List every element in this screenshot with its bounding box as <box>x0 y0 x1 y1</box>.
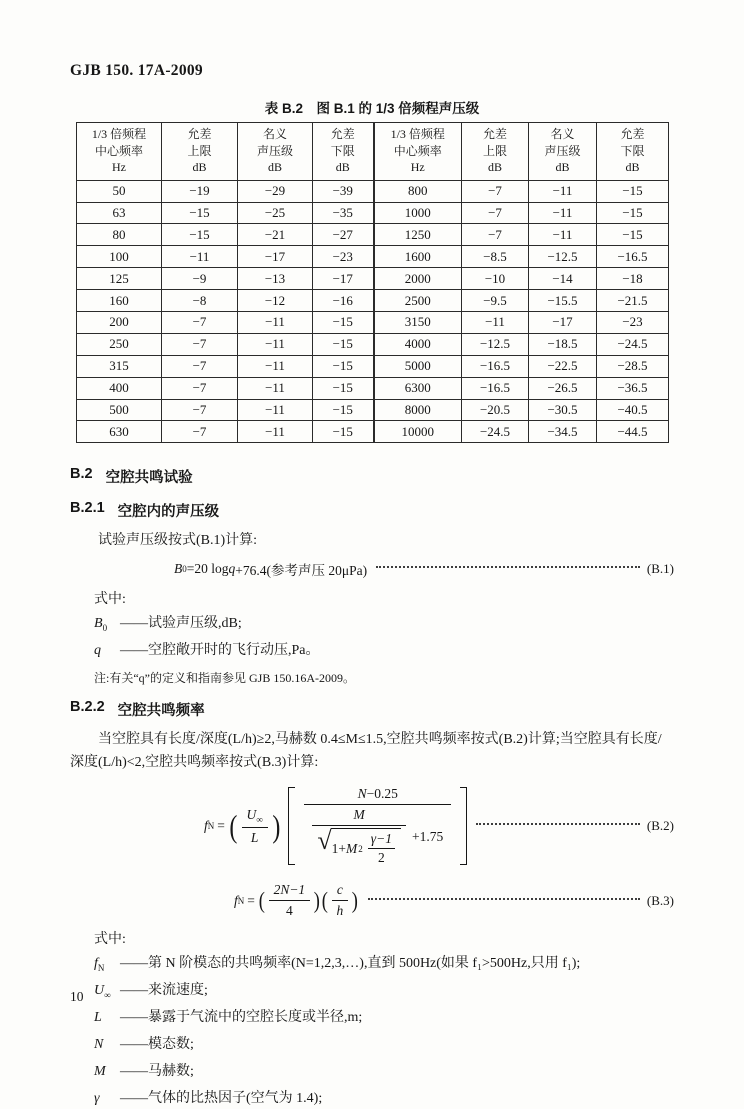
table-cell: 125 <box>77 268 162 290</box>
radical-sign: √ <box>317 826 332 856</box>
table-cell: −11 <box>238 355 313 377</box>
section-heading-b2 <box>70 466 674 487</box>
section-title: 空腔共鸣试验 <box>105 470 193 487</box>
left-bracket <box>288 787 295 865</box>
table-cell: −35 <box>313 202 374 224</box>
definition-item <box>94 1035 674 1056</box>
definition-item <box>94 1089 674 1109</box>
table-cell: 6300 <box>374 377 462 399</box>
table-body <box>77 180 669 443</box>
table-cell: −15 <box>162 202 238 224</box>
table-cell: −8.5 <box>462 246 529 268</box>
table-cell: −7 <box>462 224 529 246</box>
table-cell: −7 <box>462 180 529 202</box>
symbol: $U_\infty$ <box>94 983 111 1000</box>
table-cell: −13 <box>238 268 313 290</box>
table-row <box>77 224 669 246</box>
math-subscript: 0 <box>182 564 187 575</box>
equation-label: (B.3) <box>646 892 674 908</box>
table-header-cell: 允差 下限 dB <box>313 123 374 181</box>
math-var: q <box>228 561 236 577</box>
table-cell: −9.5 <box>462 290 529 312</box>
table-cell: −11 <box>238 399 313 421</box>
table-cell: −18 <box>597 268 669 290</box>
table-cell: −40.5 <box>597 399 669 421</box>
table-cell: 160 <box>77 290 162 312</box>
math-var: f <box>234 892 238 908</box>
square-root: √ 1+ M 2 $\frac{\gamma-1}{2}$ <box>312 825 406 866</box>
table-title: 表 B.2 图 B.1 的 1/3 倍频程声压级 <box>264 101 480 116</box>
table-cell: −24.5 <box>462 421 529 443</box>
definition-item <box>94 1062 674 1083</box>
symbol: q <box>94 643 101 659</box>
table-cell: −27 <box>313 224 374 246</box>
definition-item <box>94 981 674 1002</box>
table-cell: 50 <box>77 180 162 202</box>
table-cell: −15 <box>313 421 374 443</box>
table-cell: 80 <box>77 224 162 246</box>
inner-fraction: M √ 1+ M 2 $\frac{\gamma-1}{2}$ <box>312 807 406 866</box>
table-cell: 630 <box>77 421 162 443</box>
equation-b3 <box>70 882 674 919</box>
table-cell: −18.5 <box>529 333 597 355</box>
table-cell: −12 <box>238 290 313 312</box>
table-header-cell: 1/3 倍频程 中心频率 Hz <box>77 123 162 181</box>
fraction-c-over-h: $\frac{c}{h}$ <box>332 882 349 919</box>
table-cell: −10 <box>462 268 529 290</box>
table-cell: 100 <box>77 246 162 268</box>
symbol: N <box>94 1036 104 1052</box>
table-cell: −14 <box>529 268 597 290</box>
section-title: 空腔共鸣频率 <box>117 703 205 720</box>
dot-leader <box>368 898 640 900</box>
table-cell: −21 <box>238 224 313 246</box>
table-row <box>77 355 669 377</box>
definition-text: ——模态数; <box>120 1036 194 1052</box>
definition-text: ——暴露于气流中的空腔长度或半径,m; <box>120 1009 363 1025</box>
table-header-cell: 1/3 倍频程 中心频率 Hz <box>374 123 462 181</box>
math-var: B <box>174 561 183 577</box>
table-header-cell: 允差 上限 dB <box>462 123 529 181</box>
table-cell: −12.5 <box>529 246 597 268</box>
section-number: B.2.2 <box>70 699 105 716</box>
definition-text: ——来流速度; <box>120 983 208 999</box>
equation-b2 <box>70 786 674 866</box>
table-row <box>77 399 669 421</box>
table-cell: −16.5 <box>597 246 669 268</box>
table-cell: −7 <box>162 355 238 377</box>
table-cell: −29 <box>238 180 313 202</box>
table-cell: −11 <box>238 421 313 443</box>
table-cell: −7 <box>162 333 238 355</box>
dot-leader <box>476 823 640 825</box>
table-cell: −15 <box>313 333 374 355</box>
table-header-row <box>77 123 669 181</box>
left-paren: ( <box>229 808 238 845</box>
table-header-cell: 名义 声压级 dB <box>238 123 313 181</box>
definition-text: ——气体的比热因子(空气为 1.4); <box>120 1090 323 1106</box>
table-cell: 800 <box>374 180 462 202</box>
table-cell: −36.5 <box>597 377 669 399</box>
table-cell: 8000 <box>374 399 462 421</box>
table-b2 <box>76 122 669 443</box>
table-cell: 4000 <box>374 333 462 355</box>
table-cell: −22.5 <box>529 355 597 377</box>
table-cell: −7 <box>162 377 238 399</box>
table-cell: −7 <box>162 311 238 333</box>
math-text: +76.4(参考声压 20μPa) <box>235 563 368 579</box>
table-cell: −15 <box>313 311 374 333</box>
table-cell: −9 <box>162 268 238 290</box>
table-cell: −26.5 <box>529 377 597 399</box>
formula-b2: f N = ( $\frac{U_\infty}{L}$ ) N−0.25 M √ 1+ M 2 $\frac{\gamma-1}{2}$ +1.75 <box>204 786 467 866</box>
table-cell: −23 <box>597 311 669 333</box>
definition-item <box>94 641 674 662</box>
table-cell: −11 <box>462 311 529 333</box>
table-row <box>77 290 669 312</box>
fraction-u-over-l: $\frac{U_\infty}{L}$ <box>242 807 268 846</box>
table-cell: 63 <box>77 202 162 224</box>
table-cell: −7 <box>462 202 529 224</box>
section-heading-b21 <box>70 500 674 521</box>
symbol: $f_N$ <box>94 956 105 974</box>
formula-b3: f N = ( $\frac{2N-1}{4}$ ) ( $\frac{c}{h}$ ) <box>234 882 359 919</box>
table-row <box>77 180 669 202</box>
table-row <box>77 333 669 355</box>
table-cell: −12.5 <box>462 333 529 355</box>
table-cell: −17 <box>238 246 313 268</box>
equals-sign: = <box>217 818 225 834</box>
table-cell: 1600 <box>374 246 462 268</box>
paragraph-b22: 当空腔具有长度/深度(L/h)≥2,马赫数 0.4≤M≤1.5,空腔共鸣频率按式(B.2)计算;当空腔具有长度/深度(L/h)<2,空腔共鸣频率按式(B.3)计算: <box>70 732 662 771</box>
right-paren: ) <box>352 888 359 914</box>
table-cell: −28.5 <box>597 355 669 377</box>
table-cell: −11 <box>529 224 597 246</box>
table-cell: −7 <box>162 421 238 443</box>
table-header-cell: 名义 声压级 dB <box>529 123 597 181</box>
table-row <box>77 268 669 290</box>
right-paren: ) <box>313 888 321 914</box>
table-cell: −21.5 <box>597 290 669 312</box>
table-cell: 315 <box>77 355 162 377</box>
table-row <box>77 377 669 399</box>
definition-text: ——第 N 阶模态的共鸣频率(N=1,2,3,…),直到 500Hz(如果 f₁>500Hz,只用 f₁); <box>120 956 581 972</box>
main-fraction: N−0.25 M √ 1+ M 2 $\frac{\gamma-1}{2}$ +1.75 <box>304 786 451 866</box>
table-cell: 400 <box>77 377 162 399</box>
table-header-cell: 允差 下限 dB <box>597 123 669 181</box>
table-cell: 2500 <box>374 290 462 312</box>
table-cell: −7 <box>162 399 238 421</box>
page-number: 10 <box>70 989 84 1004</box>
table-cell: 1000 <box>374 202 462 224</box>
equation-label: (B.1) <box>646 561 674 577</box>
section-title: 空腔内的声压级 <box>117 504 220 521</box>
table-cell: −16.5 <box>462 377 529 399</box>
equation-b1 <box>70 559 674 579</box>
table-cell: −39 <box>313 180 374 202</box>
table-cell: −15 <box>597 202 669 224</box>
table-cell: −23 <box>313 246 374 268</box>
section-heading-b22 <box>70 699 674 720</box>
table-cell: −30.5 <box>529 399 597 421</box>
table-cell: −44.5 <box>597 421 669 443</box>
formula-b1 <box>174 559 367 579</box>
table-row <box>77 202 669 224</box>
table-row <box>77 421 669 443</box>
table-cell: −17 <box>313 268 374 290</box>
table-cell: −16 <box>313 290 374 312</box>
table-cell: −15 <box>313 377 374 399</box>
table-header-cell: 允差 上限 dB <box>162 123 238 181</box>
where-clause: 式中: <box>94 592 126 608</box>
table-cell: 2000 <box>374 268 462 290</box>
definition-text: ——马赫数; <box>120 1063 194 1079</box>
table-cell: −11 <box>238 333 313 355</box>
definition-item <box>94 954 674 975</box>
section-number: B.2 <box>70 466 93 483</box>
table-cell: −11 <box>162 246 238 268</box>
table-cell: −17 <box>529 311 597 333</box>
doc-code: GJB 150. 17A-2009 <box>70 62 203 79</box>
equals-sign: = <box>247 892 255 908</box>
definition-item <box>94 1008 674 1029</box>
note: 注:有关“q”的定义和指南参见 GJB 150.16A-2009。 <box>94 671 355 686</box>
table-cell: −15 <box>597 224 669 246</box>
right-bracket <box>460 787 467 865</box>
table-cell: −15.5 <box>529 290 597 312</box>
table-cell: −25 <box>238 202 313 224</box>
symbol: L <box>94 1009 102 1025</box>
definition-text: ——空腔敞开时的飞行动压,Pa。 <box>120 643 320 659</box>
table-cell: −11 <box>529 202 597 224</box>
table-cell: 10000 <box>374 421 462 443</box>
table-cell: −16.5 <box>462 355 529 377</box>
definition-text: ——试验声压级,dB; <box>120 616 242 632</box>
table-cell: −11 <box>238 377 313 399</box>
table-cell: −15 <box>313 355 374 377</box>
equation-label: (B.2) <box>646 818 674 834</box>
table-cell: 5000 <box>374 355 462 377</box>
left-paren: ( <box>321 888 328 914</box>
symbol: $B_0$ <box>94 616 108 634</box>
table-head <box>77 123 669 181</box>
symbol: M <box>94 1063 106 1079</box>
table-cell: 500 <box>77 399 162 421</box>
table-cell: −15 <box>313 399 374 421</box>
table-cell: −15 <box>162 224 238 246</box>
math-text: =20 log <box>186 561 229 577</box>
symbol: γ <box>94 1090 100 1106</box>
table-cell: −24.5 <box>597 333 669 355</box>
left-paren: ( <box>258 888 265 914</box>
paragraph-b21: 试验声压级按式(B.1)计算: <box>98 533 258 549</box>
math-var: f <box>204 818 208 834</box>
gamma-fraction: $\frac{\gamma-1}{2}$ <box>368 831 395 866</box>
table-cell: −19 <box>162 180 238 202</box>
table-cell: −20.5 <box>462 399 529 421</box>
table-cell: −11 <box>238 311 313 333</box>
section-number: B.2.1 <box>70 500 105 517</box>
where-clause: 式中: <box>94 932 126 948</box>
table-cell: −8 <box>162 290 238 312</box>
table-cell: 3150 <box>374 311 462 333</box>
table-cell: 1250 <box>374 224 462 246</box>
table-cell: −15 <box>597 180 669 202</box>
definition-item <box>94 614 674 635</box>
table-row <box>77 311 669 333</box>
fraction-2n-over-4: $\frac{2N-1}{4}$ <box>269 882 311 919</box>
table-row <box>77 246 669 268</box>
right-paren: ) <box>272 808 281 845</box>
table-cell: 200 <box>77 311 162 333</box>
table-cell: 250 <box>77 333 162 355</box>
table-cell: −11 <box>529 180 597 202</box>
table-cell: −34.5 <box>529 421 597 443</box>
dot-leader <box>376 566 640 568</box>
